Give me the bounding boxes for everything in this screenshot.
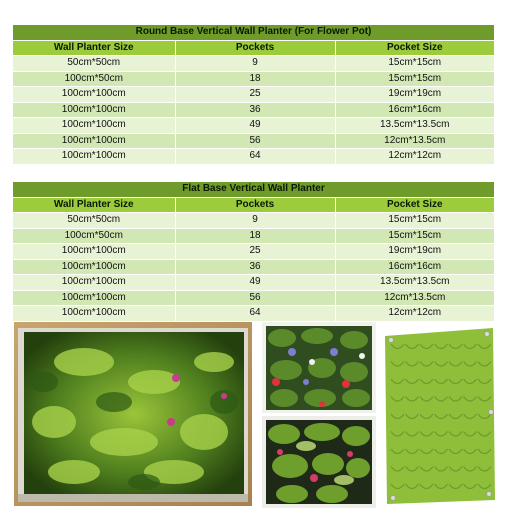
size-cell: 100cm*100cm (13, 290, 175, 306)
pockets-cell: 18 (175, 71, 335, 87)
table-row (13, 118, 494, 134)
column-header: Pocket Size (335, 40, 494, 56)
pocket-size-cell: 16cm*16cm (335, 102, 494, 118)
pockets-cell: 56 (175, 290, 335, 306)
pockets-cell: 9 (175, 213, 335, 229)
fern-wall-photo (14, 322, 252, 506)
table-row (13, 133, 494, 149)
table-row (13, 56, 494, 72)
flower-wall-photo (262, 322, 376, 413)
table-row (13, 275, 494, 291)
size-cell: 100cm*100cm (13, 133, 175, 149)
pocket-size-cell: 15cm*15cm (335, 56, 494, 72)
pocket-size-cell: 15cm*15cm (335, 213, 494, 229)
column-header: Pockets (175, 197, 335, 213)
column-header: Pocket Size (335, 197, 494, 213)
size-cell: 50cm*50cm (13, 56, 175, 72)
table-row (13, 213, 494, 229)
flat-base-table (13, 181, 494, 321)
table-row (13, 259, 494, 275)
pocket-size-cell: 12cm*12cm (335, 149, 494, 164)
pockets-cell: 36 (175, 259, 335, 275)
column-header: Wall Planter Size (13, 40, 175, 56)
table-row (13, 102, 494, 118)
table-row (13, 228, 494, 244)
pockets-cell: 18 (175, 228, 335, 244)
pockets-cell: 64 (175, 149, 335, 164)
table-row (13, 149, 494, 164)
pocket-size-cell: 15cm*15cm (335, 228, 494, 244)
table-title: Flat Base Vertical Wall Planter (13, 182, 494, 198)
pocket-size-cell: 12cm*13.5cm (335, 290, 494, 306)
pockets-cell: 49 (175, 275, 335, 291)
size-cell: 100cm*50cm (13, 71, 175, 87)
pocket-size-cell: 12cm*13.5cm (335, 133, 494, 149)
size-cell: 100cm*100cm (13, 306, 175, 321)
column-header: Wall Planter Size (13, 197, 175, 213)
size-cell: 50cm*50cm (13, 213, 175, 229)
size-cell: 100cm*100cm (13, 259, 175, 275)
pocket-size-cell: 15cm*15cm (335, 71, 494, 87)
column-header: Pockets (175, 40, 335, 56)
pocket-size-cell: 19cm*19cm (335, 244, 494, 260)
pockets-cell: 25 (175, 244, 335, 260)
table-row (13, 244, 494, 260)
pockets-cell: 36 (175, 102, 335, 118)
size-cell: 100cm*100cm (13, 149, 175, 164)
pocket-size-cell: 16cm*16cm (335, 259, 494, 275)
table-row (13, 306, 494, 321)
size-cell: 100cm*100cm (13, 275, 175, 291)
empty-felt-planter-photo (379, 322, 499, 508)
pocket-size-cell: 13.5cm*13.5cm (335, 118, 494, 134)
herb-wall-photo (262, 416, 376, 508)
size-cell: 100cm*100cm (13, 244, 175, 260)
size-cell: 100cm*100cm (13, 118, 175, 134)
pocket-size-cell: 12cm*12cm (335, 306, 494, 321)
pocket-size-cell: 13.5cm*13.5cm (335, 275, 494, 291)
table-row (13, 71, 494, 87)
table-title: Round Base Vertical Wall Planter (For Flower Pot) (13, 25, 494, 41)
pockets-cell: 25 (175, 87, 335, 103)
size-cell: 100cm*50cm (13, 228, 175, 244)
table-row (13, 290, 494, 306)
pocket-size-cell: 19cm*19cm (335, 87, 494, 103)
round-base-table (13, 24, 494, 164)
table-row (13, 87, 494, 103)
pockets-cell: 49 (175, 118, 335, 134)
size-cell: 100cm*100cm (13, 87, 175, 103)
pockets-cell: 9 (175, 56, 335, 72)
size-cell: 100cm*100cm (13, 102, 175, 118)
pockets-cell: 56 (175, 133, 335, 149)
pockets-cell: 64 (175, 306, 335, 321)
